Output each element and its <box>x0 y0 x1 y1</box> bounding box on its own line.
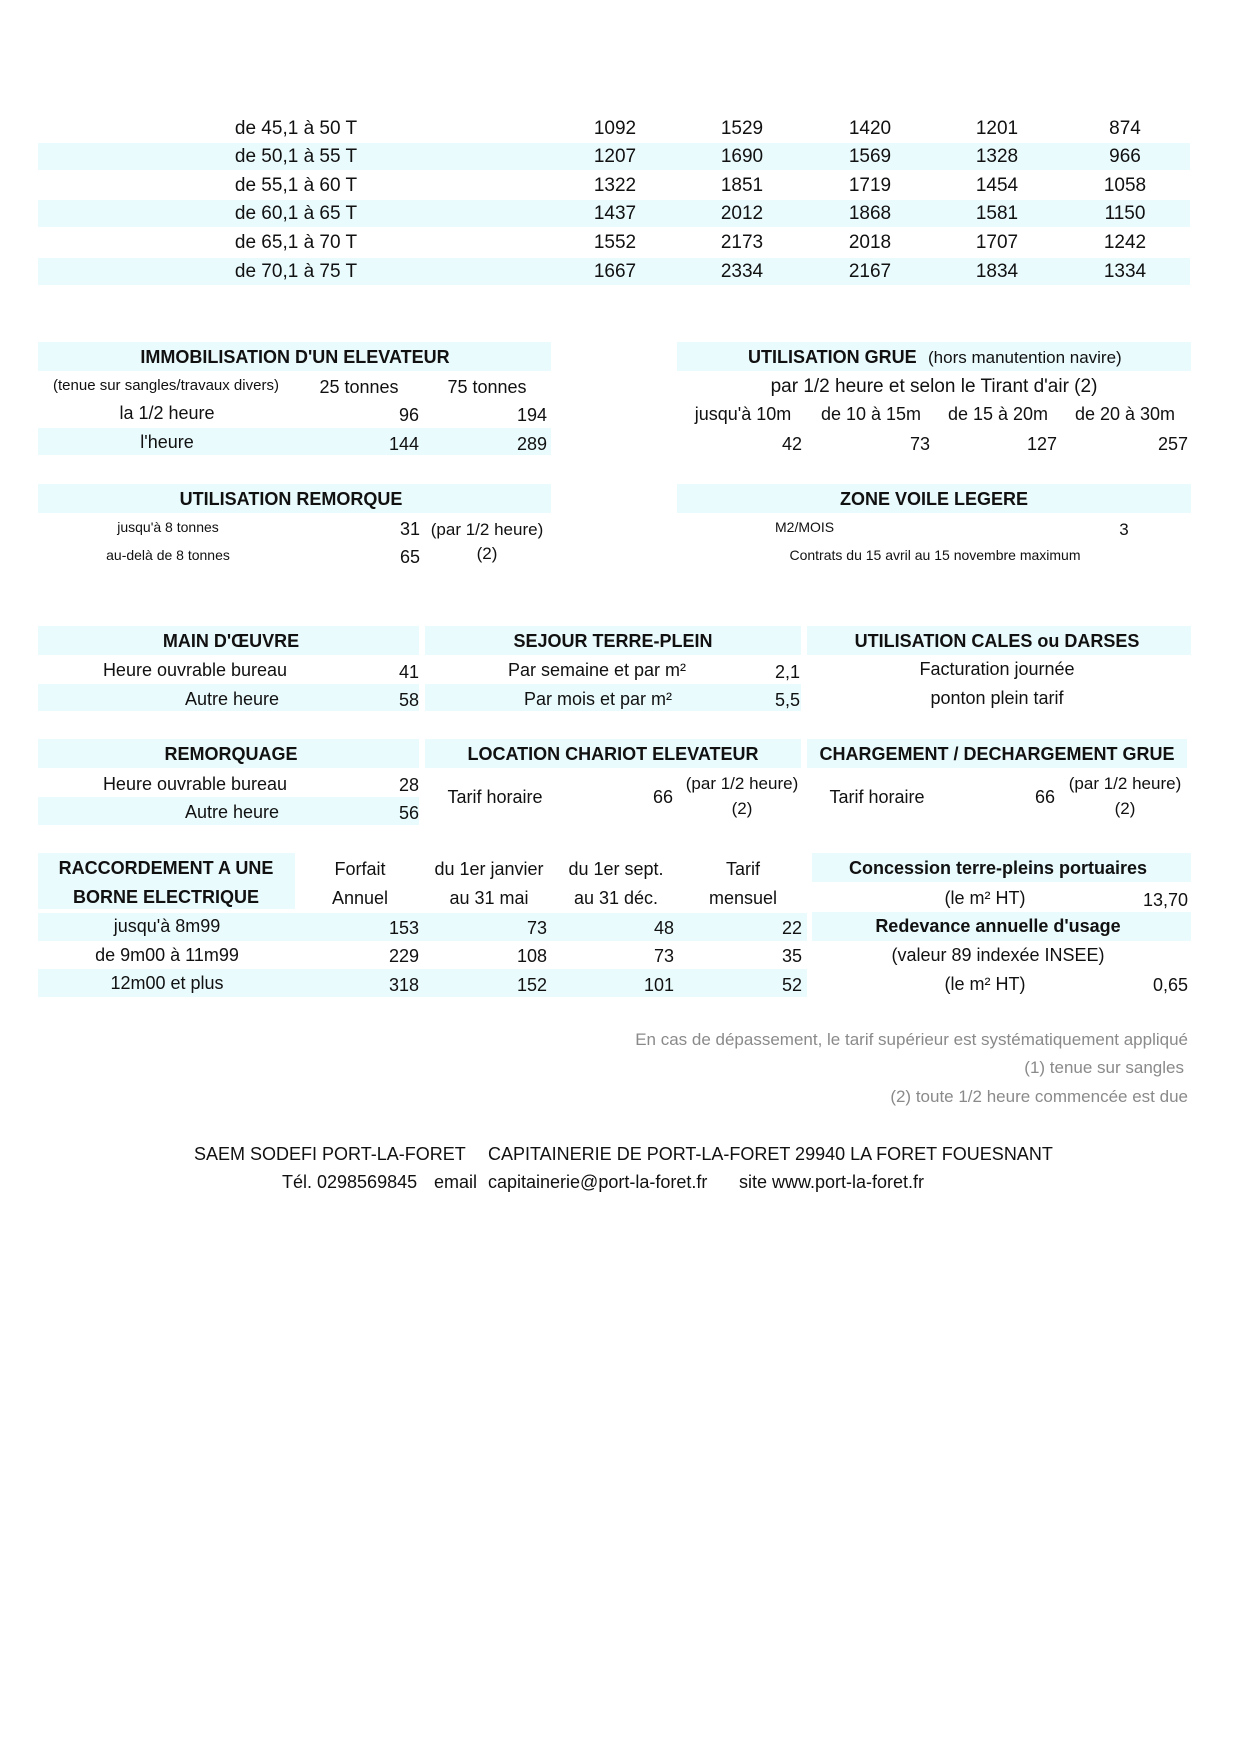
weight-cell: 1690 <box>720 146 764 167</box>
chargement-note: (par 1/2 heure) <box>1068 774 1182 793</box>
weight-cell: 1667 <box>593 261 637 282</box>
immobilisation-cell: 144 <box>388 434 419 454</box>
weight-cell: 1868 <box>848 203 892 224</box>
raccordement-cell: 152 <box>516 975 547 995</box>
weight-cell: 1328 <box>975 146 1019 167</box>
weight-cell: 1150 <box>1104 203 1146 224</box>
weight-cell: 1437 <box>593 203 637 224</box>
weight-cell: 2167 <box>848 261 892 282</box>
remorquage-cell: 56 <box>398 803 419 823</box>
main-oeuvre-title: MAIN D'ŒUVRE <box>162 631 300 651</box>
chariot-note: (par 1/2 heure) <box>685 774 799 793</box>
footer-email-link[interactable]: capitainerie@port-la-foret.fr <box>488 1172 708 1192</box>
weight-row-label: de 50,1 à 55 T <box>234 146 358 167</box>
row-band <box>38 428 551 455</box>
weight-cell: 1569 <box>848 146 892 167</box>
chariot-title: LOCATION CHARIOT ELEVATEUR <box>467 744 759 764</box>
cales-title: UTILISATION CALES ou DARSES <box>854 631 1140 651</box>
weight-row-label: de 60,1 à 65 T <box>234 203 358 224</box>
raccordement-col-header: mensuel <box>708 888 778 908</box>
footer-address: CAPITAINERIE DE PORT-LA-FORET 29940 LA FORET FOUESNANT <box>488 1144 1053 1164</box>
redevance-note: (valeur 89 indexée INSEE) <box>891 945 1105 965</box>
weight-cell: 874 <box>1109 118 1141 139</box>
weight-cell: 1201 <box>975 118 1019 139</box>
grue-cell: 257 <box>1157 434 1188 454</box>
weight-cell: 1058 <box>1103 175 1147 196</box>
main-oeuvre-row-label: Autre heure <box>184 689 280 709</box>
main-oeuvre-cell: 41 <box>398 662 419 682</box>
weight-cell: 1552 <box>593 232 637 253</box>
footer-site-link[interactable]: site www.port-la-foret.fr <box>739 1172 925 1192</box>
raccordement-row-label: 12m00 et plus <box>110 973 224 993</box>
weight-cell: 1334 <box>1103 261 1147 282</box>
weight-cell: 1834 <box>975 261 1019 282</box>
weight-cell: 1420 <box>848 118 892 139</box>
cales-line: ponton plein tarif <box>930 688 1064 708</box>
footer-email-label: email <box>434 1172 478 1192</box>
grue-subtitle: par 1/2 heure et selon le Tirant d'air (2) <box>770 376 1098 397</box>
grue-col-header: de 10 à 15m <box>820 404 922 424</box>
sejour-row-label: Par mois et par m² <box>523 689 673 709</box>
grue-col-header: jusqu'à 10m <box>694 404 792 424</box>
grue-col-header: de 15 à 20m <box>947 404 1049 424</box>
sejour-cell: 5,5 <box>774 690 800 710</box>
raccordement-col-header: Tarif <box>725 859 761 879</box>
remorque-cell: 65 <box>399 547 420 567</box>
weight-cell: 2334 <box>720 261 764 282</box>
weight-cell: 1092 <box>593 118 637 139</box>
chargement-title: CHARGEMENT / DECHARGEMENT GRUE <box>819 744 1175 764</box>
raccordement-title: RACCORDEMENT A UNE <box>58 858 274 878</box>
grue-col-header: de 20 à 30m <box>1074 404 1176 424</box>
raccordement-title: BORNE ELECTRIQUE <box>72 887 260 907</box>
grue-cell: 127 <box>1026 434 1057 454</box>
chariot-value: 66 <box>652 787 673 807</box>
remorquage-title: REMORQUAGE <box>164 744 298 764</box>
weight-cell: 1242 <box>1103 232 1147 253</box>
raccordement-row-label: de 9m00 à 11m99 <box>95 945 239 965</box>
grue-cell: 42 <box>781 434 802 454</box>
concession-value: 13,70 <box>1142 890 1188 910</box>
raccordement-cell: 318 <box>388 975 419 995</box>
immobilisation-cell: 96 <box>398 405 419 425</box>
voile-unit: M2/MOIS <box>775 519 835 535</box>
redevance-title: Redevance annuelle d'usage <box>875 916 1121 936</box>
remorquage-row-label: Autre heure <box>184 802 280 822</box>
raccordement-cell: 73 <box>653 946 674 966</box>
weight-row-label: de 70,1 à 75 T <box>234 261 358 282</box>
note-line: En cas de dépassement, le tarif supérieur est systématiquement appliqué <box>635 1030 1188 1049</box>
voile-title: ZONE VOILE LEGERE <box>839 489 1029 509</box>
grue-cell: 73 <box>909 434 930 454</box>
weight-cell: 1719 <box>848 175 892 196</box>
immobilisation-row-label: la 1/2 heure <box>119 403 215 423</box>
weight-row-label: de 65,1 à 70 T <box>234 232 358 253</box>
weight-cell: 2018 <box>848 232 892 253</box>
immobilisation-col-75t: 75 tonnes <box>447 377 527 397</box>
main-oeuvre-cell: 58 <box>398 690 419 710</box>
grue-title: UTILISATION GRUE <box>748 347 917 367</box>
weight-cell: 2173 <box>720 232 764 253</box>
raccordement-cell: 48 <box>653 918 674 938</box>
raccordement-col-header: du 1er sept. <box>568 859 664 879</box>
immobilisation-col-25t: 25 tonnes <box>319 377 399 397</box>
footer-phone: Tél. 0298569845 <box>282 1172 418 1192</box>
raccordement-col-header: Forfait <box>334 859 386 879</box>
redevance-value: 0,65 <box>1152 975 1188 995</box>
weight-row-label: de 45,1 à 50 T <box>234 118 358 139</box>
remorque-row-label: jusqu'à 8 tonnes <box>117 519 219 535</box>
footer-company: SAEM SODEFI PORT-LA-FORET <box>194 1144 466 1164</box>
weight-cell: 1454 <box>975 175 1019 196</box>
remorquage-row-label: Heure ouvrable bureau <box>102 774 288 794</box>
weight-cell: 1322 <box>593 175 637 196</box>
note-line: (2) toute 1/2 heure commencée est due <box>890 1087 1188 1106</box>
voile-value: 3 <box>1119 520 1129 539</box>
voile-note: Contrats du 15 avril au 15 novembre maximum <box>789 547 1081 563</box>
immobilisation-row-label: l'heure <box>140 432 194 452</box>
chargement-label: Tarif horaire <box>829 787 925 807</box>
weight-cell: 1529 <box>720 118 764 139</box>
weight-cell: 1581 <box>975 203 1019 224</box>
weight-cell: 966 <box>1109 146 1141 167</box>
raccordement-cell: 229 <box>388 946 419 966</box>
chargement-value: 66 <box>1034 787 1055 807</box>
concession-title: Concession terre-pleins portuaires <box>848 858 1148 878</box>
raccordement-cell: 35 <box>781 946 802 966</box>
raccordement-col-header: du 1er janvier <box>434 859 544 879</box>
remorque-row-label: au-delà de 8 tonnes <box>106 547 230 563</box>
chariot-note: (2) <box>731 799 753 818</box>
chariot-label: Tarif horaire <box>447 787 543 807</box>
sejour-title: SEJOUR TERRE-PLEIN <box>513 631 713 651</box>
redevance-unit: (le m² HT) <box>944 974 1026 994</box>
raccordement-col-header: au 31 déc. <box>573 888 659 908</box>
weight-cell: 2012 <box>720 203 764 224</box>
remorque-title: UTILISATION REMORQUE <box>179 489 403 509</box>
raccordement-cell: 101 <box>643 975 674 995</box>
grue-title-note: (hors manutention navire) <box>928 348 1122 367</box>
cales-line: Facturation journée <box>919 659 1075 679</box>
raccordement-row-label: jusqu'à 8m99 <box>113 916 221 936</box>
raccordement-cell: 22 <box>781 918 802 938</box>
remorque-note: (2) <box>476 544 498 563</box>
remorque-cell: 31 <box>399 519 420 539</box>
immobilisation-cell: 289 <box>516 434 547 454</box>
weight-cell: 1851 <box>720 175 764 196</box>
weight-row-label: de 55,1 à 60 T <box>234 175 358 196</box>
raccordement-cell: 52 <box>781 975 802 995</box>
immobilisation-cell: 194 <box>516 405 547 425</box>
remorquage-cell: 28 <box>398 775 419 795</box>
raccordement-cell: 73 <box>526 918 547 938</box>
sejour-cell: 2,1 <box>774 662 800 682</box>
raccordement-col-header: au 31 mai <box>449 888 529 908</box>
raccordement-col-header: Annuel <box>331 888 389 908</box>
main-oeuvre-row-label: Heure ouvrable bureau <box>102 660 288 680</box>
raccordement-cell: 108 <box>516 946 547 966</box>
remorque-note: (par 1/2 heure) <box>430 520 544 539</box>
sejour-row-label: Par semaine et par m² <box>507 660 687 680</box>
immobilisation-title: IMMOBILISATION D'UN ELEVATEUR <box>140 347 450 367</box>
immobilisation-note: (tenue sur sangles/travaux divers) <box>53 377 279 394</box>
chargement-note: (2) <box>1114 799 1136 818</box>
concession-unit: (le m² HT) <box>944 888 1026 908</box>
note-line: (1) tenue sur sangles <box>1024 1058 1184 1077</box>
raccordement-cell: 153 <box>388 918 419 938</box>
weight-cell: 1707 <box>975 232 1019 253</box>
weight-cell: 1207 <box>593 146 637 167</box>
